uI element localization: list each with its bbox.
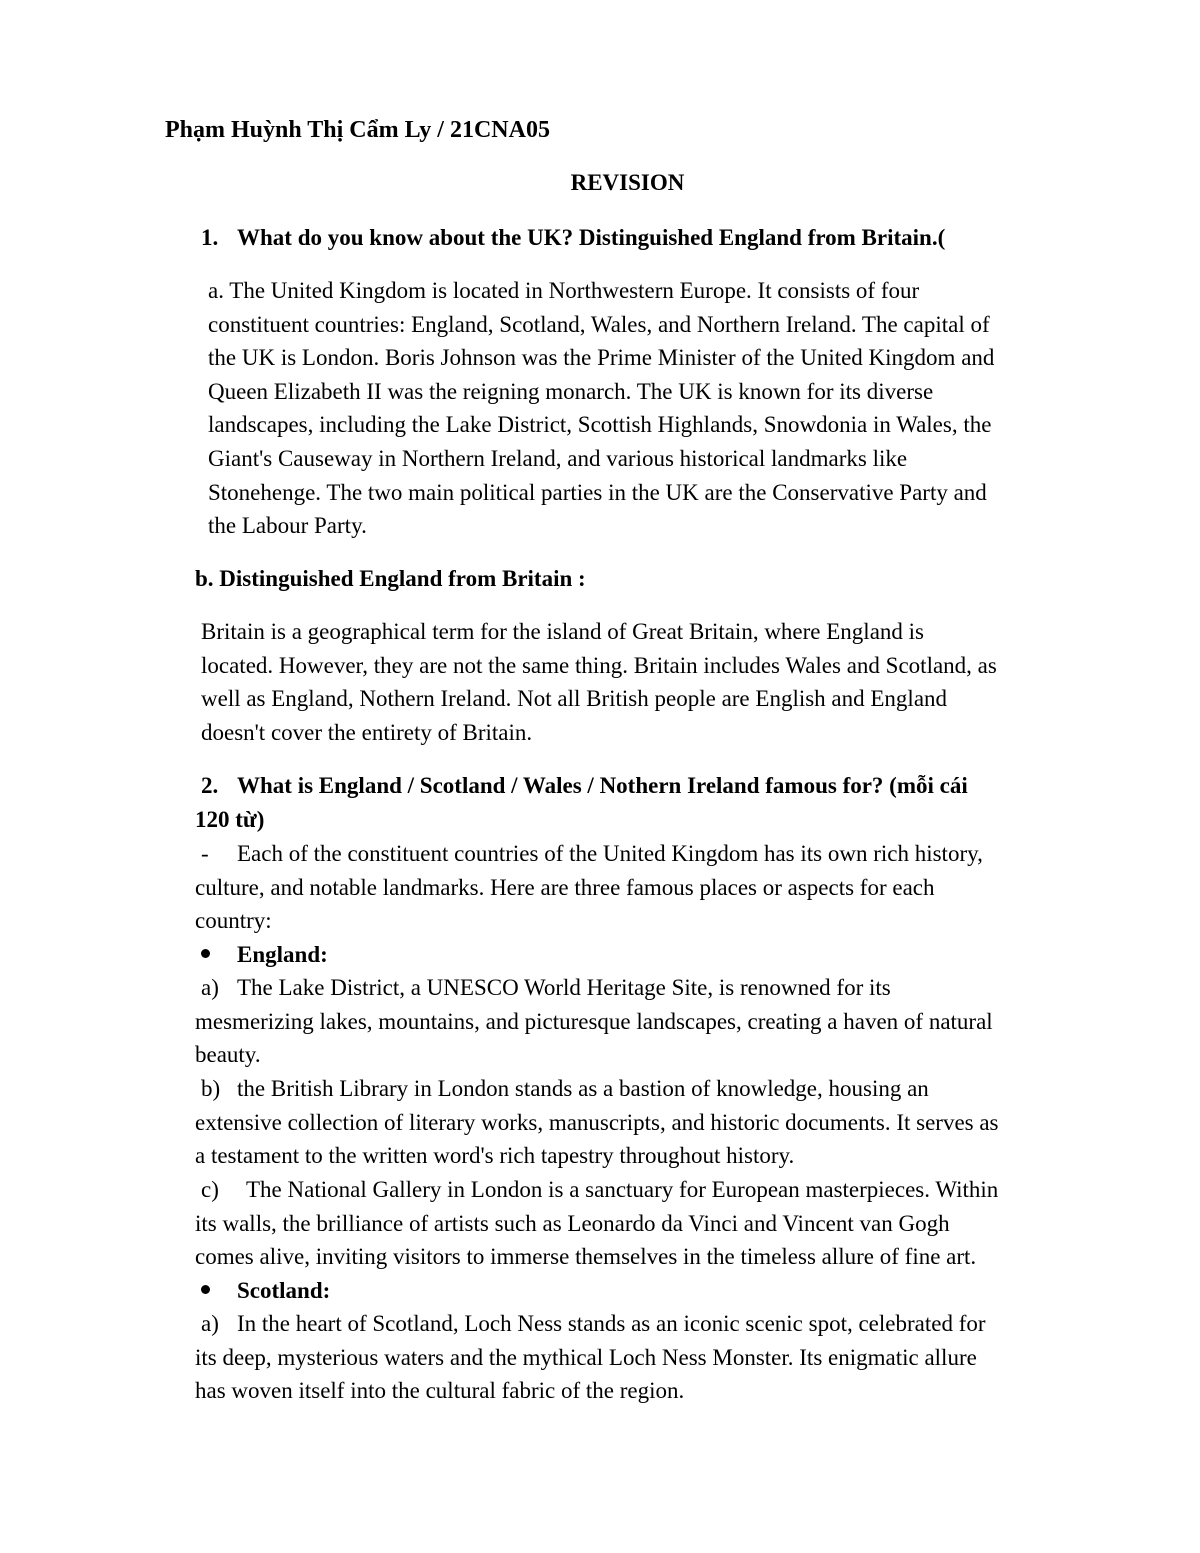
bullet-icon	[201, 1285, 210, 1294]
scotland-item-a	[195, 1307, 986, 1408]
england-heading-text: England:	[237, 942, 328, 967]
author-line: Phạm Huỳnh Thị Cẩm Ly / 21CNA05	[165, 117, 550, 143]
england-item-b	[195, 1072, 999, 1173]
item-line: its deep, mysterious waters and the mythical Loch Ness Monster. Its enigmatic allure	[195, 1344, 977, 1370]
intro-line: Each of the constituent countries of the United Kingdom has its own rich history,	[237, 841, 983, 866]
item-label: c)	[201, 1177, 219, 1202]
item-line: extensive collection of literary works, manuscripts, and historic documents. It serves as	[195, 1109, 999, 1135]
answer-1a-line: the UK is London. Boris Johnson was the Prime Minister of the United Kingdom and	[208, 345, 995, 371]
answer-1b-line: located. However, they are not the same thing. Britain includes Wales and Scotland, as	[201, 652, 997, 678]
item-label: a)	[201, 975, 219, 1000]
question-2-number: 2.	[201, 773, 219, 798]
item-line: its walls, the brilliance of artists such as Leonardo da Vinci and Vincent van Gogh	[195, 1210, 950, 1236]
answer-1b-line: Britain is a geographical term for the island of Great Britain, where England is	[201, 619, 924, 644]
question-1-number: 1.	[201, 225, 219, 250]
question-1-text: What do you know about the UK? Distinguished England from Britain.(	[237, 225, 946, 250]
question-1-heading	[201, 221, 945, 255]
england-heading	[201, 938, 328, 972]
answer-1a	[208, 274, 994, 543]
item-line: beauty.	[195, 1042, 261, 1068]
bullet-icon	[201, 949, 210, 958]
answer-1b-heading: b. Distinguished England from Britain :	[195, 566, 586, 591]
item-line: comes alive, inviting visitors to immerse themselves in the timeless allure of fine art.	[195, 1244, 977, 1270]
item-line: The Lake District, a UNESCO World Heritage Site, is renowned for its	[237, 975, 891, 1000]
answer-1a-line: Queen Elizabeth II was the reigning monarch. The UK is known for its diverse	[208, 378, 934, 404]
scotland-heading	[201, 1274, 330, 1308]
item-line: a testament to the written word's rich tapestry throughout history.	[195, 1143, 795, 1169]
england-item-a	[195, 971, 993, 1072]
item-line: In the heart of Scotland, Loch Ness stands as an iconic scenic spot, celebrated for	[237, 1311, 986, 1336]
answer-1a-line: a. The United Kingdom is located in Northwestern Europe. It consists of four	[208, 278, 920, 303]
question-2-text: What is England / Scotland / Wales / Nothern Ireland famous for? (mỗi cái	[237, 773, 968, 798]
answer-1a-line: landscapes, including the Lake District, Scottish Highlands, Snowdonia in Wales, the	[208, 412, 992, 438]
answer-1a-line: the Labour Party.	[208, 513, 367, 539]
answer-1b-line: well as England, Nothern Ireland. Not all British people are English and England	[201, 686, 948, 712]
answer-1b	[201, 615, 997, 749]
question-2-intro	[195, 837, 983, 938]
document-title: REVISION	[570, 170, 685, 195]
item-line: has woven itself into the cultural fabric of the region.	[195, 1378, 685, 1404]
item-label: b)	[201, 1076, 221, 1101]
intro-line: country:	[195, 908, 272, 934]
question-2-heading	[195, 769, 968, 836]
item-line: the British Library in London stands as a bastion of knowledge, housing an	[237, 1076, 929, 1101]
intro-line: culture, and notable landmarks. Here are three famous places or aspects for each	[195, 874, 935, 900]
answer-1a-line: Giant's Causeway in Northern Ireland, and various historical landmarks like	[208, 445, 908, 471]
answer-1b-line: doesn't cover the entirety of Britain.	[201, 719, 533, 745]
item-label: a)	[201, 1311, 219, 1336]
scotland-heading-text: Scotland:	[237, 1278, 331, 1303]
item-line: mesmerizing lakes, mountains, and picturesque landscapes, creating a haven of natural	[195, 1008, 993, 1034]
answer-1a-line: Stonehenge. The two main political parties in the UK are the Conservative Party and	[208, 479, 987, 505]
intro-dash-marker: -	[201, 841, 209, 866]
item-line: The National Gallery in London is a sanctuary for European masterpieces. Within	[246, 1177, 999, 1202]
question-2-text-continued: 120 từ)	[195, 806, 265, 832]
england-item-c	[195, 1173, 998, 1274]
answer-1a-line: constituent countries: England, Scotland, Wales, and Northern Ireland. The capital of	[208, 311, 990, 337]
